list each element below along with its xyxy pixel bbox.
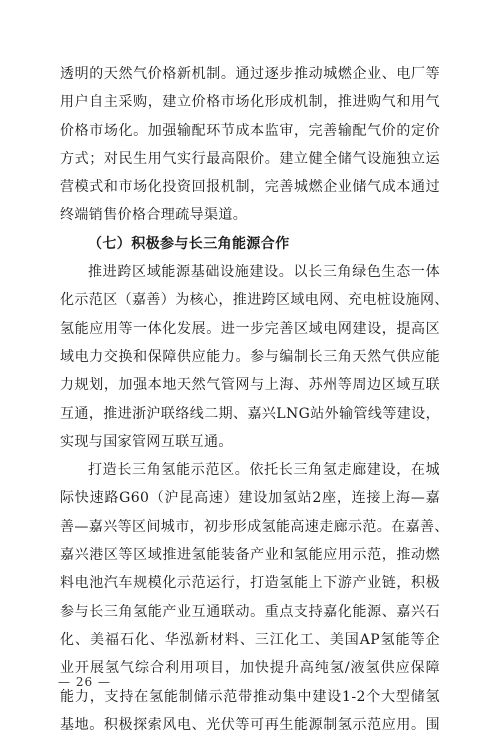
text-line: 终端销售价格合理疏导渠道。 [60,207,248,224]
text-line: 料电池汽车规模化示范运行，打造氢能上下游产业链，积极 [60,575,440,592]
text-line: 化示范区（嘉善）为核心，推进跨区域电网、充电桩设施网、 [60,292,449,309]
text-line: 打造长三角氢能示范区。依托长三角氢走廊建设，在城 [88,462,440,479]
text-line: 域电力交换和保障供应能力。参与编制长三角天然气供应能 [60,348,440,365]
text-line: 方式；对民生用气实行最高限价。建立健全储气设施独立运 [60,150,440,167]
text-line: 推进跨区域能源基础设施建设。以长三角绿色生态一体 [88,264,440,281]
text-line: 能力，支持在氢能制储示范带推动集中建设1-2个大型储氢 [60,688,440,705]
text-line: 参与长三角氢能产业互通联动。重点支持嘉化能源、嘉兴石 [60,603,440,620]
page-number: — 26 — [58,675,111,689]
section-heading: （七）积极参与长三角能源合作 [88,235,290,252]
text-line: 善—嘉兴等区间城市，初步形成氢能高速走廊示范。在嘉善、 [60,518,449,535]
text-line: 基地。积极探索风电、光伏等可再生能源制氢示范应用。围 [60,716,440,733]
text-line: 透明的天然气价格新机制。通过逐步推动城燃企业、电厂等 [60,66,440,82]
text-line: 化、美福石化、华泓新材料、三江化工、美国AP氢能等企 [60,631,440,648]
body-text [60,60,449,739]
text-line: 实现与国家管网互联互通。 [60,433,233,450]
text-line: 氢能应用等一体化发展。进一步完善区域电网建设，提高区 [60,320,440,337]
text-line: 价格市场化。加强输配环节成本监审，完善输配气价的定价 [60,122,440,139]
text-line: 用户自主采购，建立价格市场化形成机制，推进购气和用气 [60,94,440,111]
text-line: 力规划，加强本地天然气管网与上海、苏州等周边区域互联 [60,377,440,394]
text-line: 嘉兴港区等区域推进氢能装备产业和氢能应用示范，推动燃 [60,547,440,564]
text-line: 业开展氢气综合利用项目，加快提升高纯氢/液氢供应保障 [60,660,440,677]
text-line: 营模式和市场化投资回报机制，完善城燃企业储气成本通过 [60,179,440,196]
text-line: 互通，推进浙沪联络线二期、嘉兴LNG站外输管线等建设， [60,405,440,422]
text-line: 际快速路G60（沪昆高速）建设加氢站2座，连接上海—嘉 [60,490,440,507]
